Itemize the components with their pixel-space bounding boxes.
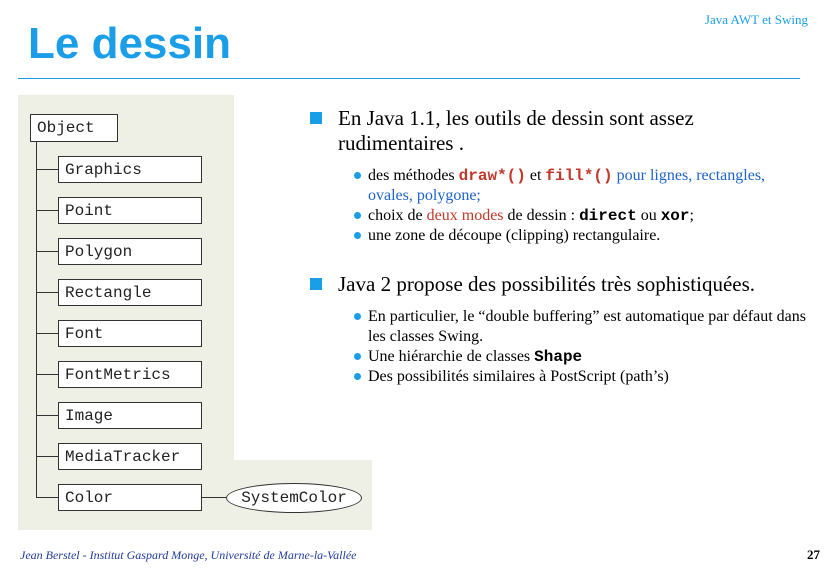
sub-bullet-methods: des méthodes draw*() et fill*() pour lignes, rectangles, ovales, polygone; [310, 166, 810, 206]
tree-branch [36, 333, 58, 334]
class-box-fontmetrics: FontMetrics [58, 361, 202, 388]
tree-branch-systemcolor [202, 497, 226, 498]
square-bullet-icon [310, 112, 322, 124]
sub-bullet-modes: choix de deux modes de dessin : direct ou xor; [310, 206, 810, 226]
round-bullet-icon [354, 212, 361, 219]
section-header: Java AWT et Swing [704, 12, 808, 27]
tree-branch [36, 210, 58, 211]
class-box-image: Image [58, 402, 202, 429]
tree-branch [36, 169, 58, 170]
class-box-polygon: Polygon [58, 238, 202, 265]
tree-trunk-line [36, 142, 37, 498]
class-box-mediatracker: MediaTracker [58, 443, 202, 470]
class-box-point: Point [58, 197, 202, 224]
bullet-point-java2: Java 2 propose des possibilités très sophistiquées. [310, 272, 810, 297]
footer-credit: Jean Berstel - Institut Gaspard Monge, Université de Marne-la-Vallée [20, 548, 357, 562]
square-bullet-icon [310, 278, 322, 290]
round-bullet-icon [354, 313, 361, 320]
tree-branch [36, 292, 58, 293]
slide-content [310, 106, 810, 387]
page-title: Le dessin [28, 19, 231, 68]
tree-branch [36, 374, 58, 375]
tree-branch [36, 456, 58, 457]
bullet-point-java11: En Java 1.1, les outils de dessin sont assez rudimentaires . [310, 106, 810, 156]
sub-bullet-clipping: une zone de découpe (clipping) rectangulaire. [310, 226, 810, 246]
tree-branch [36, 251, 58, 252]
class-box-font: Font [58, 320, 202, 347]
round-bullet-icon [354, 172, 361, 179]
sub-bullet-shape: Une hiérarchie de classes Shape [310, 347, 810, 367]
sub-bullet-postscript: Des possibilités similaires à PostScript (path’s) [310, 367, 810, 387]
class-ellipse-systemcolor: SystemColor [226, 483, 362, 513]
round-bullet-icon [354, 232, 361, 239]
round-bullet-icon [354, 373, 361, 380]
sub-bullet-double-buffering: En particulier, le “double buffering” est automatique par défaut dans les classes Swing. [310, 307, 810, 347]
tree-branch [36, 415, 58, 416]
page-number: 27 [807, 547, 820, 562]
round-bullet-icon [354, 353, 361, 360]
header-divider [18, 78, 800, 79]
class-box-graphics: Graphics [58, 156, 202, 183]
tree-branch [36, 497, 58, 498]
class-box-object: Object [30, 114, 118, 142]
class-box-rectangle: Rectangle [58, 279, 202, 306]
class-box-color: Color [58, 484, 202, 511]
